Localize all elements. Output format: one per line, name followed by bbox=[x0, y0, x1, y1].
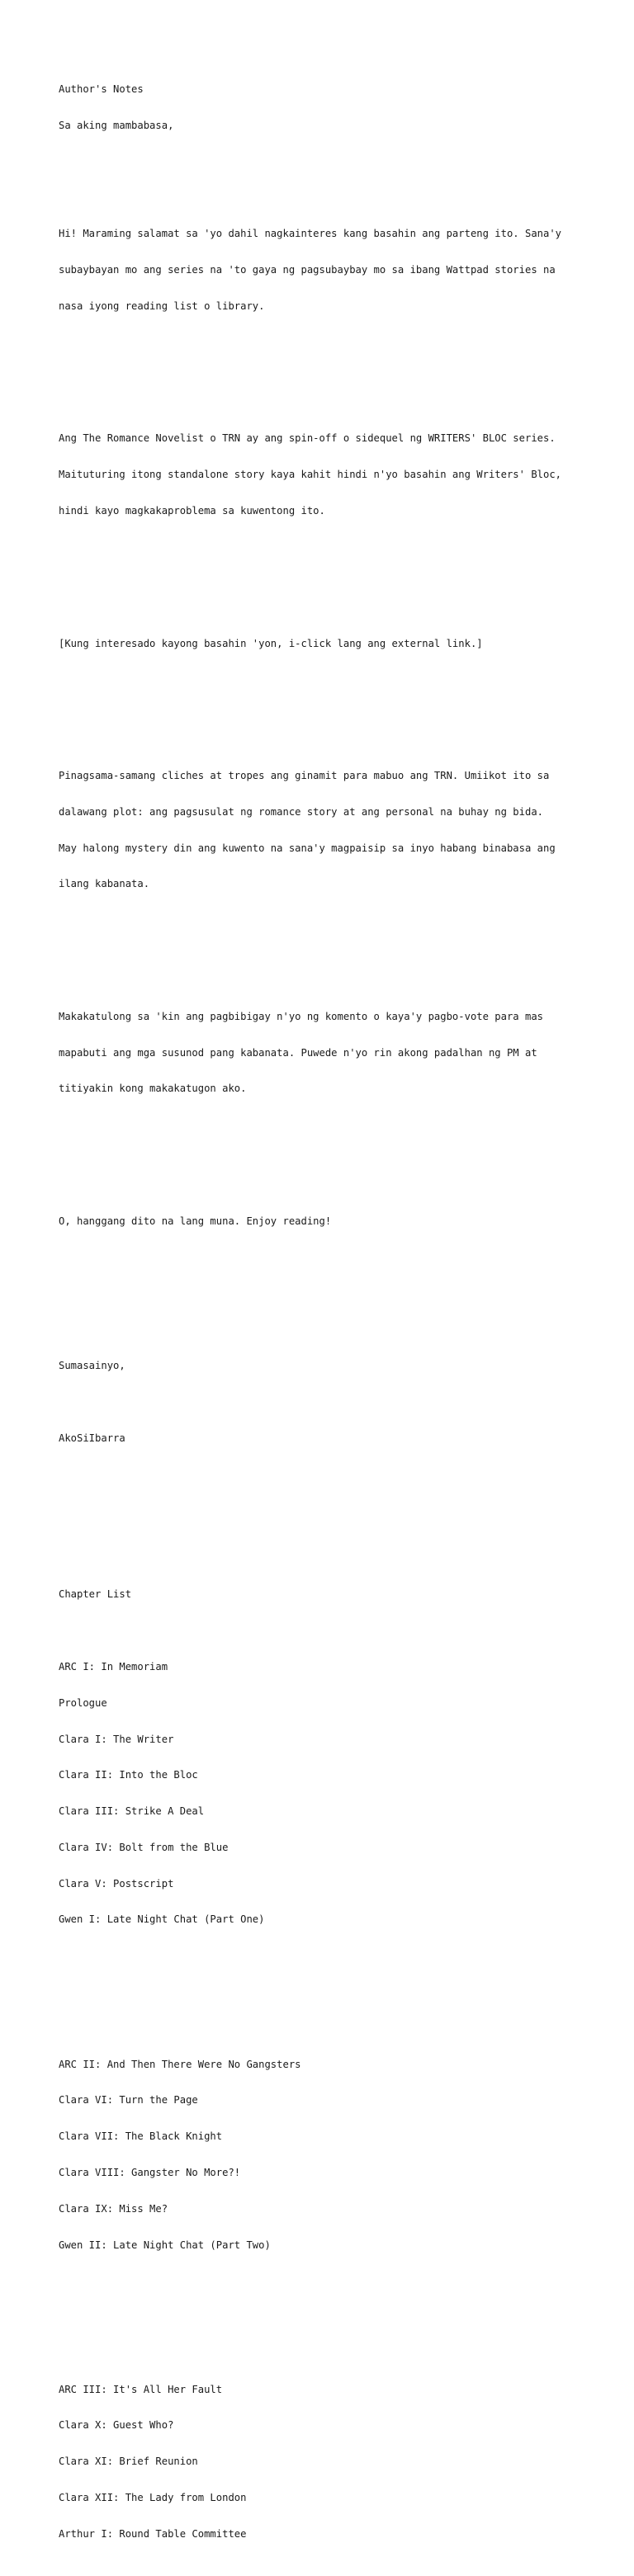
chapter-item: Clara VI: Turn the Page bbox=[59, 2094, 198, 2107]
paragraph-line: subaybayan mo ang series na 'to gaya ng pagsubaybay mo sa ibang Wattpad stories na bbox=[59, 264, 556, 276]
chapter-item: Arthur I: Round Table Committee bbox=[59, 2527, 247, 2540]
paragraph-line: hindi kayo magkakaproblema sa kuwentong ito. bbox=[59, 504, 325, 517]
arc-title: ARC II: And Then There Were No Gangsters bbox=[59, 2058, 301, 2070]
arc-3-list bbox=[59, 2359, 603, 2564]
notes-paragraph-4 bbox=[59, 746, 603, 914]
notes-paragraph-5 bbox=[59, 987, 603, 1120]
chapter-item: Gwen II: Late Night Chat (Part Two) bbox=[59, 2239, 271, 2251]
paragraph-line: ilang kabanata. bbox=[59, 878, 150, 890]
chapter-list-heading: Chapter List bbox=[59, 1588, 132, 1601]
paragraph-line: dalawang plot: ang pagsusulat ng romance story at ang personal na buhay ng bida. bbox=[59, 805, 543, 818]
arc-title: ARC III: It's All Her Fault bbox=[59, 2383, 223, 2395]
arc-title: ARC I: In Memoriam bbox=[59, 1661, 168, 1673]
paragraph-line: O, hanggang dito na lang muna. Enjoy reading! bbox=[59, 1215, 332, 1227]
notes-greeting: Sa aking mambabasa, bbox=[59, 119, 174, 131]
paragraph-line: Maituturing itong standalone story kaya kahit hindi n'yo basahin ang Writers' Bloc, bbox=[59, 469, 562, 481]
paragraph-line: Hi! Maraming salamat sa 'yo dahil nagkainteres kang basahin ang parteng ito. Sana'y bbox=[59, 228, 562, 240]
arc-1-list bbox=[59, 1637, 603, 1950]
paragraph-line: Pinagsama-samang cliches at tropes ang ginamit para mabuo ang TRN. Umiikot ito sa bbox=[59, 770, 550, 782]
paragraph-line: nasa iyong reading list o library. bbox=[59, 300, 265, 312]
notes-paragraph-6 bbox=[59, 1191, 603, 1252]
chapter-item: Prologue bbox=[59, 1696, 107, 1709]
notes-closing: Sumasainyo, bbox=[59, 1360, 125, 1372]
chapter-item: Clara IV: Bolt from the Blue bbox=[59, 1841, 229, 1853]
arc-2-list bbox=[59, 2034, 603, 2275]
chapter-item: Clara VII: The Black Knight bbox=[59, 2130, 223, 2143]
paragraph-line: Makakatulong sa 'kin ang pagbibigay n'yo ng komento o kaya'y pagbo-vote para mas bbox=[59, 1010, 543, 1022]
chapter-item: Clara IX: Miss Me? bbox=[59, 2202, 168, 2215]
chapter-item: Clara II: Into the Bloc bbox=[59, 1769, 198, 1781]
paragraph-line: Ang The Romance Novelist o TRN ay ang spin-off o sidequel ng WRITERS' BLOC series. bbox=[59, 432, 556, 445]
chapter-item: Clara I: The Writer bbox=[59, 1733, 174, 1745]
paragraph-line: May halong mystery din ang kuwento na sana'y magpaisip sa inyo habang binabasa ang bbox=[59, 842, 556, 854]
notes-signature: AkoSiIbarra bbox=[59, 1432, 125, 1444]
paragraph-line: titiyakin kong makakatugon ako. bbox=[59, 1083, 247, 1095]
document-page bbox=[59, 59, 603, 2576]
chapter-item: Gwen I: Late Night Chat (Part One) bbox=[59, 1913, 265, 1926]
chapter-item: Clara X: Guest Who? bbox=[59, 2419, 174, 2432]
notes-paragraph-2 bbox=[59, 408, 603, 541]
chapter-item: Clara V: Postscript bbox=[59, 1877, 174, 1890]
notes-heading: Author's Notes bbox=[59, 83, 144, 96]
paragraph-line: [Kung interesado kayong basahin 'yon, i-click lang ang external link.] bbox=[59, 637, 483, 649]
notes-paragraph-1 bbox=[59, 204, 603, 337]
chapter-item: Clara III: Strike A Deal bbox=[59, 1805, 205, 1818]
paragraph-line: mapabuti ang mga susunod pang kabanata. Puwede n'yo rin akong padalhan ng PM at bbox=[59, 1046, 537, 1059]
chapter-item: Clara XI: Brief Reunion bbox=[59, 2456, 198, 2468]
notes-paragraph-3 bbox=[59, 613, 603, 673]
chapter-item: Clara VIII: Gangster No More?! bbox=[59, 2166, 241, 2178]
chapter-item: Clara XII: The Lady from London bbox=[59, 2491, 247, 2503]
